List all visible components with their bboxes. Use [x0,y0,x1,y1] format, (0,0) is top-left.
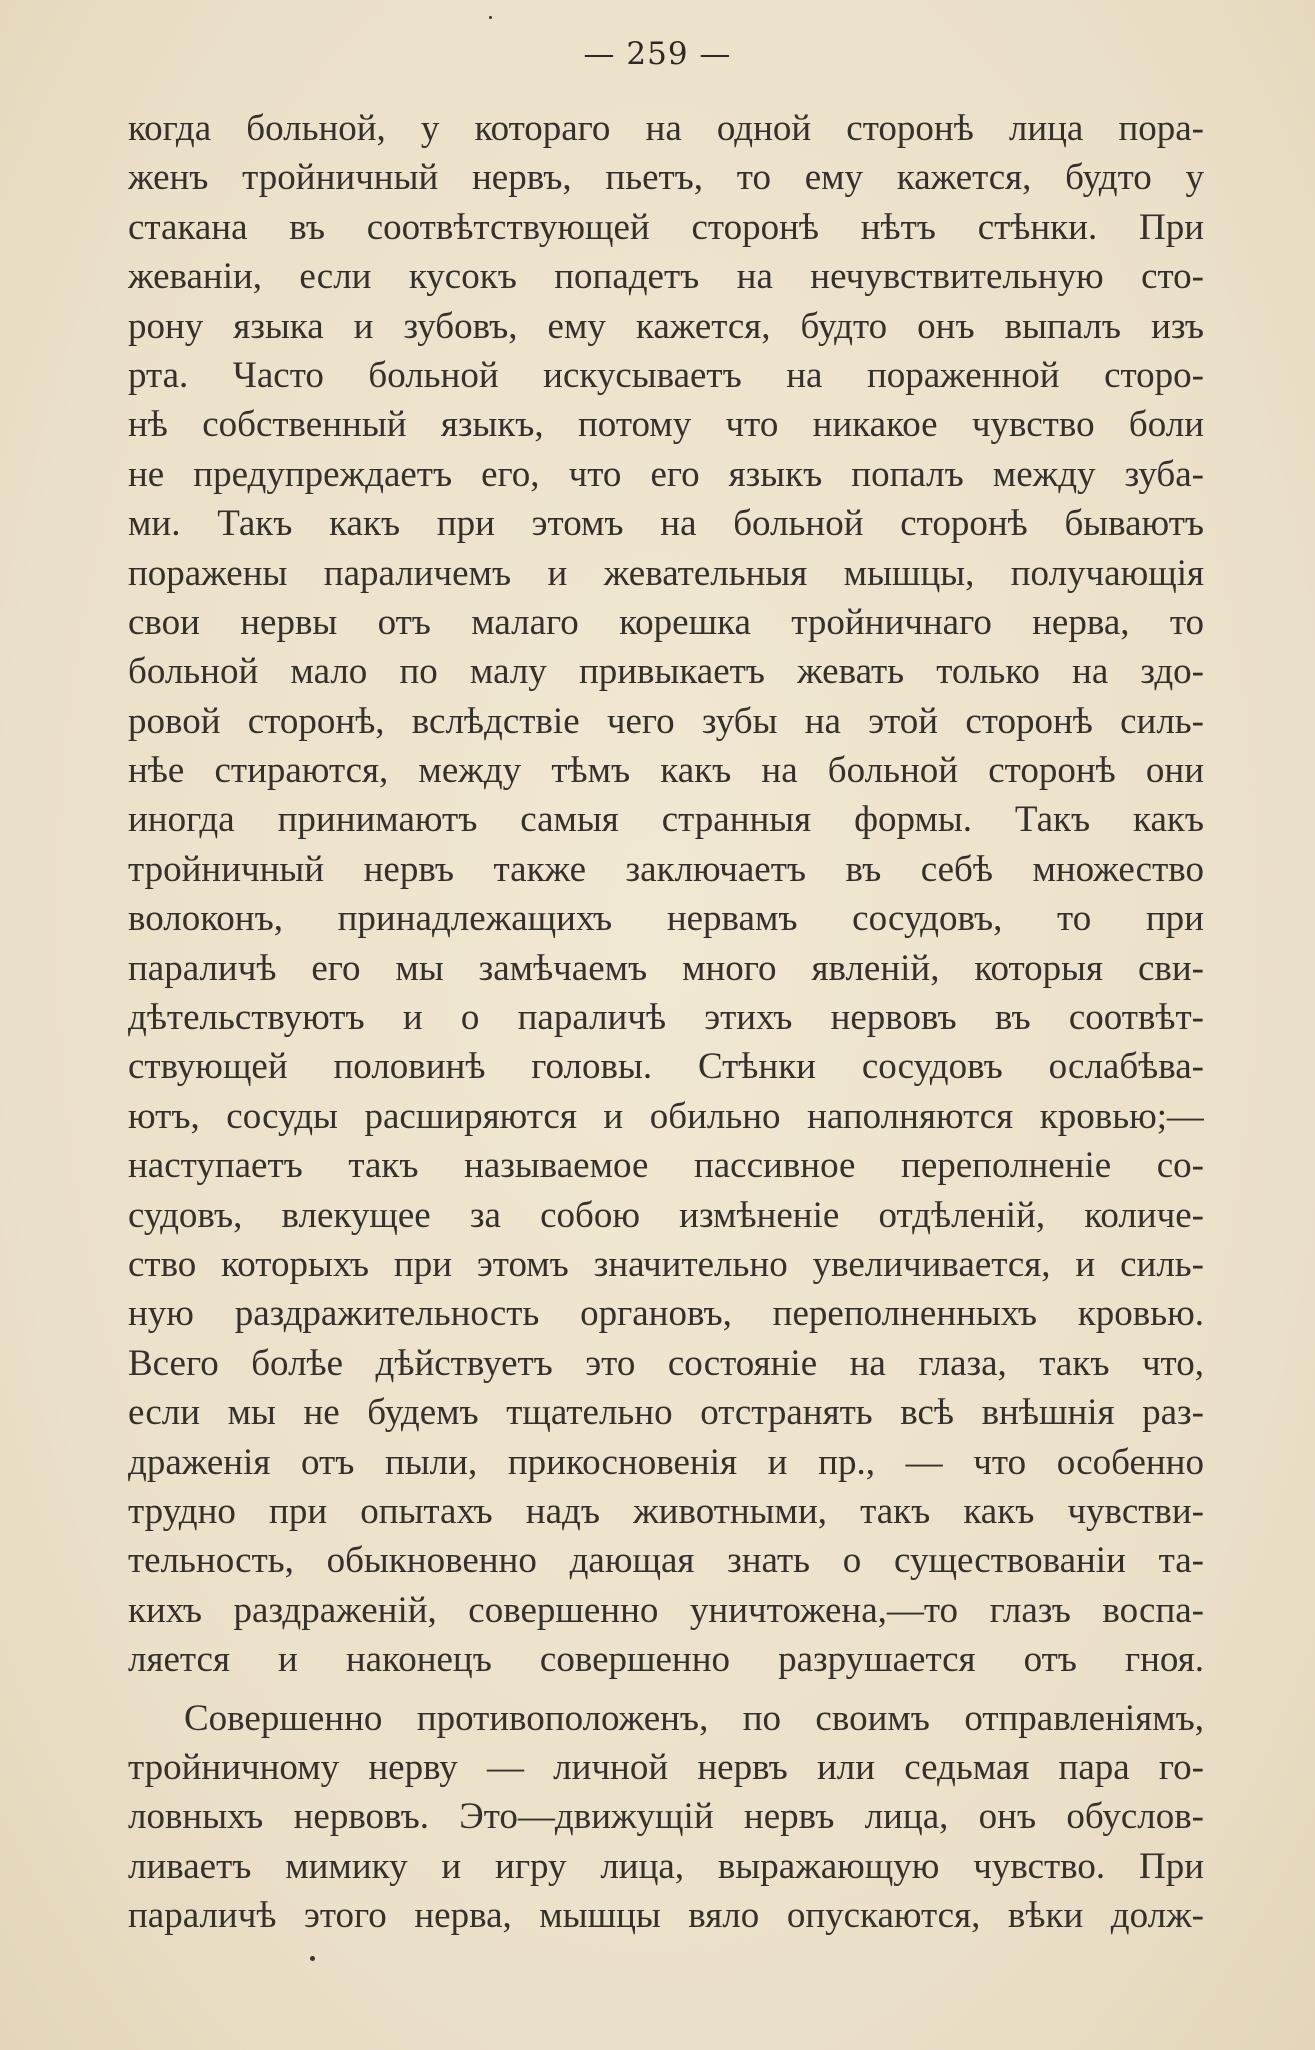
text-line: тельность, обыкновенно дающая знать о существованiи та- [128,1540,1204,1582]
ink-speck [310,1956,315,1961]
text-line: драженiя отъ пыли, прикосновенiя и пр., — что особенно [128,1441,1204,1483]
text-line: иногда принимаютъ самыя странныя формы. Такъ какъ [128,799,1204,841]
text-line: ляется и наконецъ совершенно разрушается отъ гноя. [128,1639,1204,1681]
text-line: ютъ, сосуды расширяются и обильно наполняются кровью;— [128,1095,1204,1137]
text-line: Совершенно противоположенъ, по своимъ отправленiямъ, [184,1697,1204,1739]
text-line: поражены параличемъ и жевательныя мышцы, получающiя [128,552,1204,594]
text-line: ную раздражительность органовъ, переполненныхъ кровью. [128,1293,1204,1335]
paragraph-2 [128,1694,1204,1941]
text-line: когда больной, у котораго на одной сторонѣ лица пора- [128,108,1204,149]
text-line: рону языка и зубовъ, ему кажется, будто онъ выпалъ изъ [128,305,1204,347]
text-line: свои нервы отъ малаго корешка тройничнаго нерва, то [128,601,1204,643]
text-line: ствующей половинѣ головы. Стѣнки сосудовъ ослабѣва- [128,1046,1204,1088]
text-line: ливаетъ мимику и игру лица, выражающую чувство. При [128,1845,1204,1887]
text-line: параличѣ его мы замѣчаемъ много явленiй, которыя сви- [128,947,1204,989]
text-line: дѣтельствуютъ и о параличѣ этихъ нервовъ въ соотвѣт- [128,997,1204,1039]
text-line: женъ тройничный нервъ, пьетъ, то ему кажется, будто у [128,157,1204,199]
text-line: ловныхъ нервовъ. Это—движущiй нервъ лица, онъ обуслов- [128,1796,1204,1838]
text-line: кихъ раздраженiй, совершенно уничтожена,—то глазъ воспа- [128,1589,1204,1631]
text-line: нѣе стираются, между тѣмъ какъ на больной сторонѣ они [128,750,1204,792]
text-line: тройничному нерву — личной нервъ или седьмая пара го- [128,1746,1204,1788]
paragraph-1 [128,104,1204,1685]
text-line: стакана въ соотвѣтствующей сторонѣ нѣтъ стѣнки. При [128,206,1204,248]
text-line: волоконъ, принадлежащихъ нервамъ сосудовъ, то при [128,898,1204,940]
ink-speck [489,16,492,19]
text-line: ровой сторонѣ, вслѣдствiе чего зубы на этой сторонѣ силь- [128,700,1204,742]
text-line: больной мало по малу привыкаетъ жевать только на здо- [128,651,1204,693]
text-line: ми. Такъ какъ при этомъ на больной сторонѣ бываютъ [128,503,1204,545]
text-line: если мы не будемъ тщательно отстранять всѣ внѣшнiя раз- [128,1392,1204,1434]
body-text [128,104,1204,1940]
text-line: параличѣ этого нерва, мышцы вяло опускаются, вѣки долж- [128,1895,1204,1937]
text-line: трудно при опытахъ надъ животными, такъ какъ чувстви- [128,1490,1204,1532]
text-line: рта. Часто больной искусываетъ на пораженной сторо- [128,354,1204,396]
text-line: ство которыхъ при этомъ значительно увеличивается, и силь- [128,1243,1204,1285]
text-line: жеванiи, если кусокъ попадетъ на нечувствительную сто- [128,256,1204,298]
text-line: нѣ собственный языкъ, потому что никакое чувство боли [128,404,1204,446]
page-number: — 259 — [583,36,732,72]
text-line: судовъ, влекущее за собою измѣненiе отдѣленiй, количе- [128,1194,1204,1236]
text-line: наступаетъ такъ называемое пассивное переполненiе со- [128,1145,1204,1187]
text-line: Всего болѣе дѣйствуетъ это состоянiе на глаза, такъ что, [128,1342,1204,1384]
text-line: не предупреждаетъ его, что его языкъ попалъ между зуба- [128,453,1204,495]
text-line: тройничный нервъ также заключаетъ въ себѣ множество [128,848,1204,890]
